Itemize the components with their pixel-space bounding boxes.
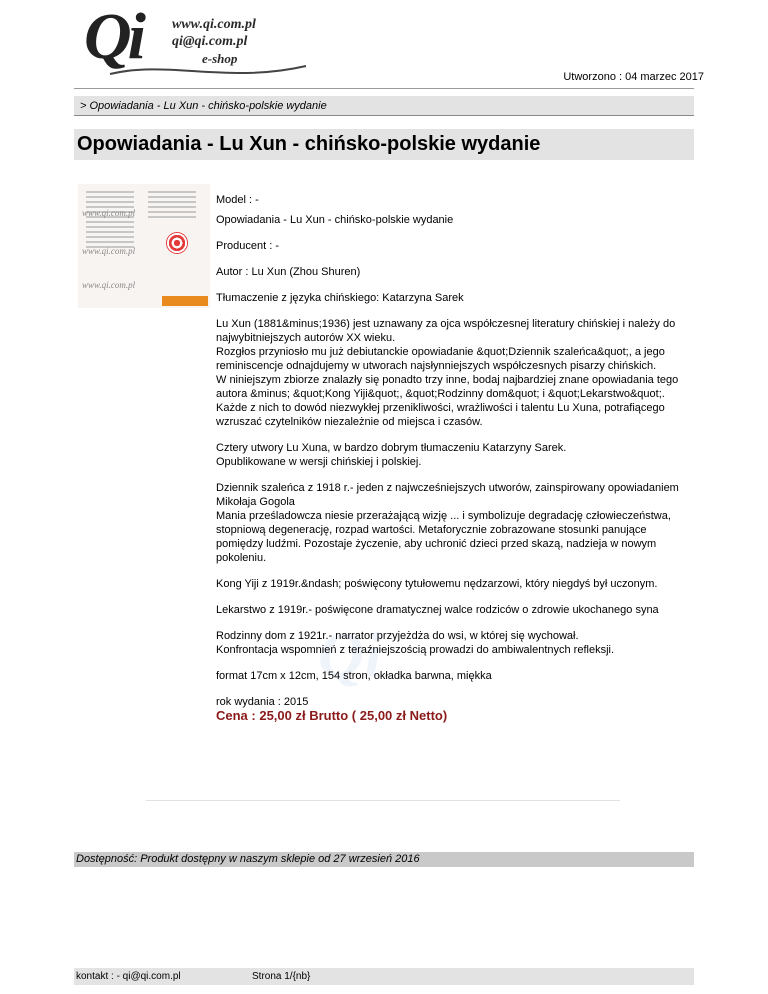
model-value: Opowiadania - Lu Xun - chińsko-polskie wydanie [216, 214, 454, 226]
footer-contact[interactable]: kontakt : - qi@qi.com.pl [76, 971, 181, 982]
page-footer [74, 968, 694, 985]
publisher-tag [162, 296, 208, 306]
book-page-right [144, 188, 200, 272]
publication-year: rok wydania : 2015 [216, 696, 309, 708]
story-line: Mania prześladowcza niesie przerażającą wizję ... i symbolizuje degradację człowieczeństwa, stopniową degenerację, rozpad wartości. Metaforycznie zobrazowane stosunki panujące pomiędzy ludźmi. Pozostaje życzenie, aby uchronić dzieci przed skazą, nadzieja w nowym pokoleniu. [216, 510, 671, 564]
logo-eshop: e-shop [202, 51, 238, 66]
story-lekarstwo: Lekarstwo z 1919r.- poświęcone dramatycznej walce rodziców o zdrowie ukochanego syna [216, 604, 659, 616]
watermark-text: www.qi.com.pl [82, 280, 136, 290]
story-line: Rodzinny dom z 1921r.- narrator przyjeżdża do wsi, w której się wychował. [216, 630, 579, 642]
note-line: Cztery utwory Lu Xuna, w bardzo dobrym tłumaczeniu Katarzyny Sarek. [216, 442, 567, 454]
story-rodzinny-dom [216, 629, 694, 657]
model-label: Model : - [216, 194, 259, 206]
watermark-logo: Qi [318, 619, 382, 690]
translation-note [216, 441, 694, 469]
watermark-text: www.qi.com.pl [82, 246, 136, 256]
description-line: W niniejszym zbiorze znalazły się ponadto trzy inne, bodaj najbardziej znane opowiadania tego autora &minus; &quot;Kong Yiji&quot;, &quot;Rodzinny dom&quot; i &quot;Lekarstwo&quot;. Każde z nich to dowód niezwykłej przenikliwości, wrażliwości i talentu Lu Xuna, potrafiącego wzruszać czytelników niezależnie od miejsca i czasów. [216, 374, 679, 428]
availability-bar: Dostępność: Produkt dostępny w naszym sklepie od 27 wrzesień 2016 [74, 852, 694, 867]
description-paragraph [216, 317, 694, 429]
product-details [216, 193, 694, 735]
logo-mark: Qi [84, 0, 142, 73]
story-line: Konfrontacja wspomnień z teraźniejszością prowadzi do ambiwalentnych refleksji. [216, 644, 615, 656]
book-page-left [82, 188, 138, 272]
note-line: Opublikowane w wersji chińskiej i polskiej. [216, 456, 422, 468]
divider [146, 800, 620, 801]
producer: Producent : - [216, 240, 279, 252]
created-date: Utworzono : 04 marzec 2017 [563, 71, 704, 83]
shop-logo[interactable] [68, 0, 320, 78]
page-title: Opowiadania - Lu Xun - chińsko-polskie wydanie [74, 129, 694, 160]
description-line: Lu Xun (1881&minus;1936) jest uznawany za ojca współczesnej literatury chińskiej i należy do najwybitniejszych autorów XX wieku. [216, 318, 676, 344]
book-format: format 17cm x 12cm, 154 stron, okładka barwna, miękka [216, 670, 492, 682]
breadcrumb[interactable] [74, 96, 694, 116]
story-line: Dziennik szaleńca z 1918 r.- jeden z najwcześniejszych utworów, zainspirowany opowiadaniem Mikołaja Gogola [216, 482, 679, 508]
product-image[interactable] [78, 184, 210, 308]
footer-page-number: Strona 1/{nb} [252, 971, 311, 982]
target-graphic-icon [166, 232, 188, 254]
story-kong-yiji: Kong Yiji z 1919r.&ndash; poświęcony tytułowemu nędzarzowi, który niegdyś był uczonym. [216, 578, 658, 590]
story-dziennik [216, 481, 694, 565]
breadcrumb-text[interactable]: > Opowiadania - Lu Xun - chińsko-polskie wydanie [80, 100, 327, 112]
logo-email: qi@qi.com.pl [172, 34, 248, 49]
divider [74, 88, 694, 89]
translation: Tłumaczenie z języka chińskiego: Katarzyna Sarek [216, 292, 464, 304]
author: Autor : Lu Xun (Zhou Shuren) [216, 266, 361, 278]
watermark-text: www.qi.com.pl [82, 208, 136, 218]
description-line: Rozgłos przyniosło mu już debiutanckie opowiadanie &quot;Dziennik szaleńca&quot;, a jego reminiscencje odnajdujemy w utworach najsłynniejszych współczesnych pisarzy chińskich. [216, 346, 665, 372]
product-price: Cena : 25,00 zł Brutto ( 25,00 zł Netto) [216, 708, 448, 723]
logo-swoosh-icon [108, 58, 308, 80]
logo-website: www.qi.com.pl [172, 17, 256, 32]
